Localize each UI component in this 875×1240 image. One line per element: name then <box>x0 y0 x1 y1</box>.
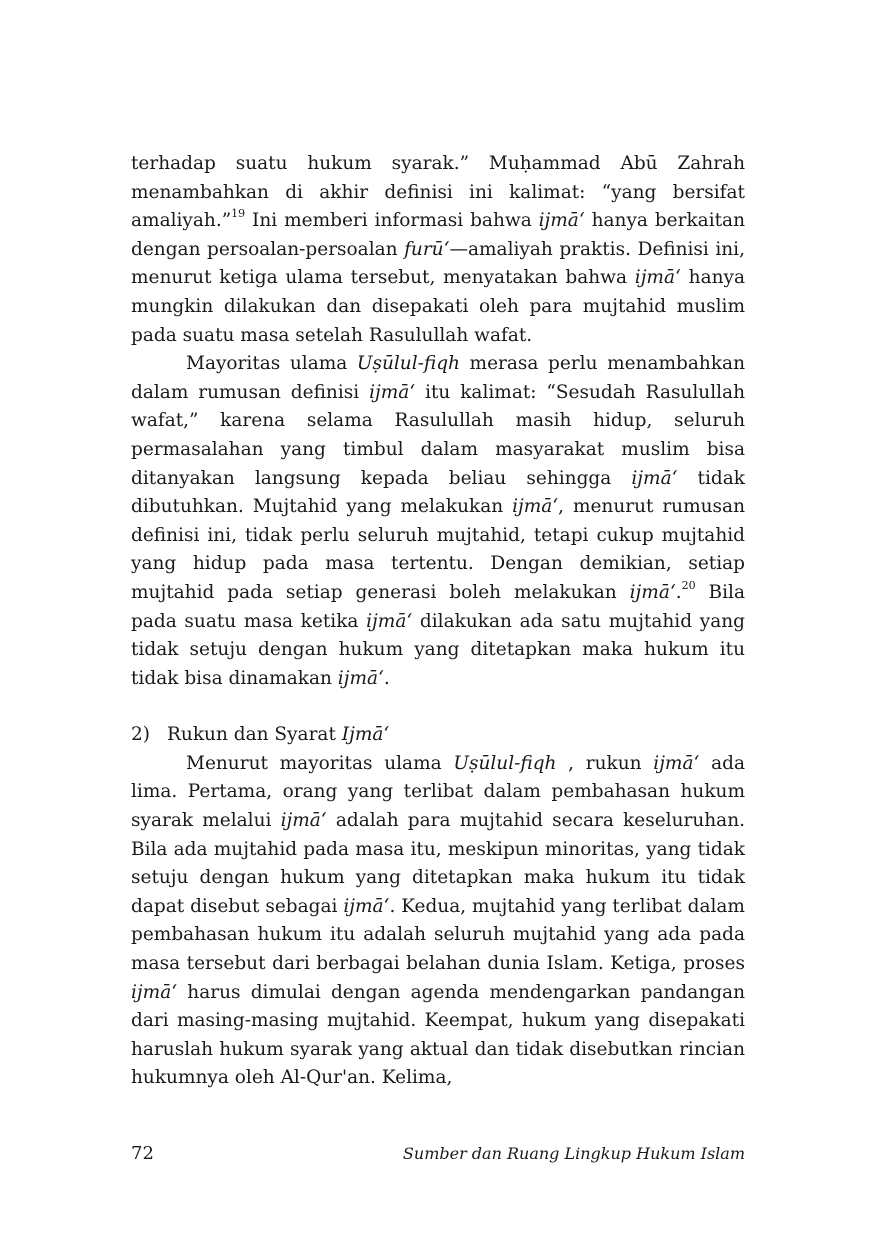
text-run: adalah para mujtahid secara keseluruhan. Bila ada mujtahid pada masa itu, meskipun minoritas, yang tidak setuju dengan hukum yang ditetapkan maka hukum itu tidak dapat disebut sebagai <box>131 810 745 917</box>
text-run: . <box>383 667 390 689</box>
text-run: Ini memberi informasi bahwa <box>245 210 539 232</box>
term-ijma: ijmā‘ <box>634 267 681 289</box>
text-run: . Kedua, mujtahid yang terlibat dalam pembahasan hukum itu adalah seluruh mujtahid yang ada pada masa tersebut dari berbagai belahan dunia Islam. Ketiga, proses <box>131 895 745 975</box>
text-run: harus dimulai dengan agenda mendengarkan pandangan dari masing-masing mujtahid. Keempat, hukum yang disepakati haruslah hukum syarak yang aktual dan tidak disebutkan rincian hukumnya oleh Al-Qur'an. Kelima, <box>131 981 745 1089</box>
text-run: , menurut rumusan definisi ini, tidak perlu seluruh mujtahid, tetapi cukup mujtahid yang hidup pada masa tertentu. Dengan demikian, setiap mujtahid pada setiap generasi boleh melakukan <box>131 496 745 603</box>
text-run: terhadap suatu hukum syarak.” Muḥammad Abū Zahrah menambahkan di akhir definisi ini kalimat: “yang bersifat amaliyah.” <box>131 153 745 232</box>
term-ijma: ijmā‘ <box>369 381 416 403</box>
text-run: Menurut mayoritas ulama <box>186 752 454 774</box>
running-title: Sumber dan Ruang Lingkup Hukum Islam <box>402 1144 745 1163</box>
section-title: Rukun dan Syarat <box>167 724 342 746</box>
page-number: 72 <box>131 1143 154 1164</box>
text-run: Bila pada suatu masa ketika <box>131 581 745 632</box>
text-run: hanya berkaitan dengan persoalan-persoalan <box>131 210 745 260</box>
text-run: , rukun <box>556 752 654 774</box>
page-footer <box>131 1143 745 1164</box>
term-ijma: ijmā‘ <box>280 810 327 832</box>
term-ijma: ijmā‘ <box>343 895 390 917</box>
text-run: Mayoritas ulama <box>186 353 357 375</box>
term-furu: furū‘ <box>404 238 450 260</box>
term-ijma: ijmā‘ <box>629 581 676 603</box>
term-usulul-fiqh: Uṣūlul-fiqh <box>356 353 460 375</box>
term-usulul-fiqh: Uṣūlul-fiqh <box>453 752 557 774</box>
section-gap <box>131 693 745 721</box>
text-run: itu kalimat: “Sesudah Rasulullah wafat,” karena selama Rasulullah masih hidup, seluruh permasalahan yang timbul dalam masyarakat muslim bisa ditanyakan langsung kepada beliau sehingga <box>131 381 745 489</box>
term-ijma: ijmā‘ <box>653 752 700 774</box>
text-run: dilakukan ada satu mujtahid yang tidak setuju dengan hukum yang ditetapkan maka hukum itu tidak bisa dinamakan <box>131 610 745 689</box>
footnote-ref-19[interactable]: 19 <box>231 207 246 221</box>
paragraph-2 <box>131 350 745 693</box>
text-run: ada lima. Pertama, orang yang terlibat dalam pembahasan hukum syarak melalui <box>131 752 745 832</box>
term-ijma: ijmā‘ <box>538 210 585 232</box>
text-run: merasa perlu menambahkan dalam rumusan definisi <box>131 353 745 403</box>
term-ijma: ijmā‘ <box>512 496 559 518</box>
term-ijma: ijmā‘ <box>131 981 178 1003</box>
term-ijma: Ijmā‘ <box>341 724 390 746</box>
footnote-ref-20[interactable]: 20 <box>681 578 696 592</box>
page-body <box>131 150 745 1093</box>
text-run: —amaliyah praktis. Definisi ini, menurut ketiga ulama tersebut, menyatakan bahwa <box>131 238 745 289</box>
text-run: tidak dibutuhkan. Mujtahid yang melakukan <box>131 467 745 518</box>
paragraph-1 <box>131 150 745 350</box>
paragraph-3 <box>131 750 745 1093</box>
section-number: 2) <box>131 724 150 746</box>
term-ijma: ijmā‘ <box>337 667 384 689</box>
term-ijma: ijmā‘ <box>631 467 678 489</box>
term-ijma: ijmā‘ <box>366 610 413 632</box>
text-run: hanya mungkin dilakukan dan disepakati oleh para mujtahid muslim pada suatu masa setelah Rasulullah wafat. <box>131 267 745 346</box>
text-run: . <box>675 581 682 603</box>
section-heading <box>131 721 745 750</box>
